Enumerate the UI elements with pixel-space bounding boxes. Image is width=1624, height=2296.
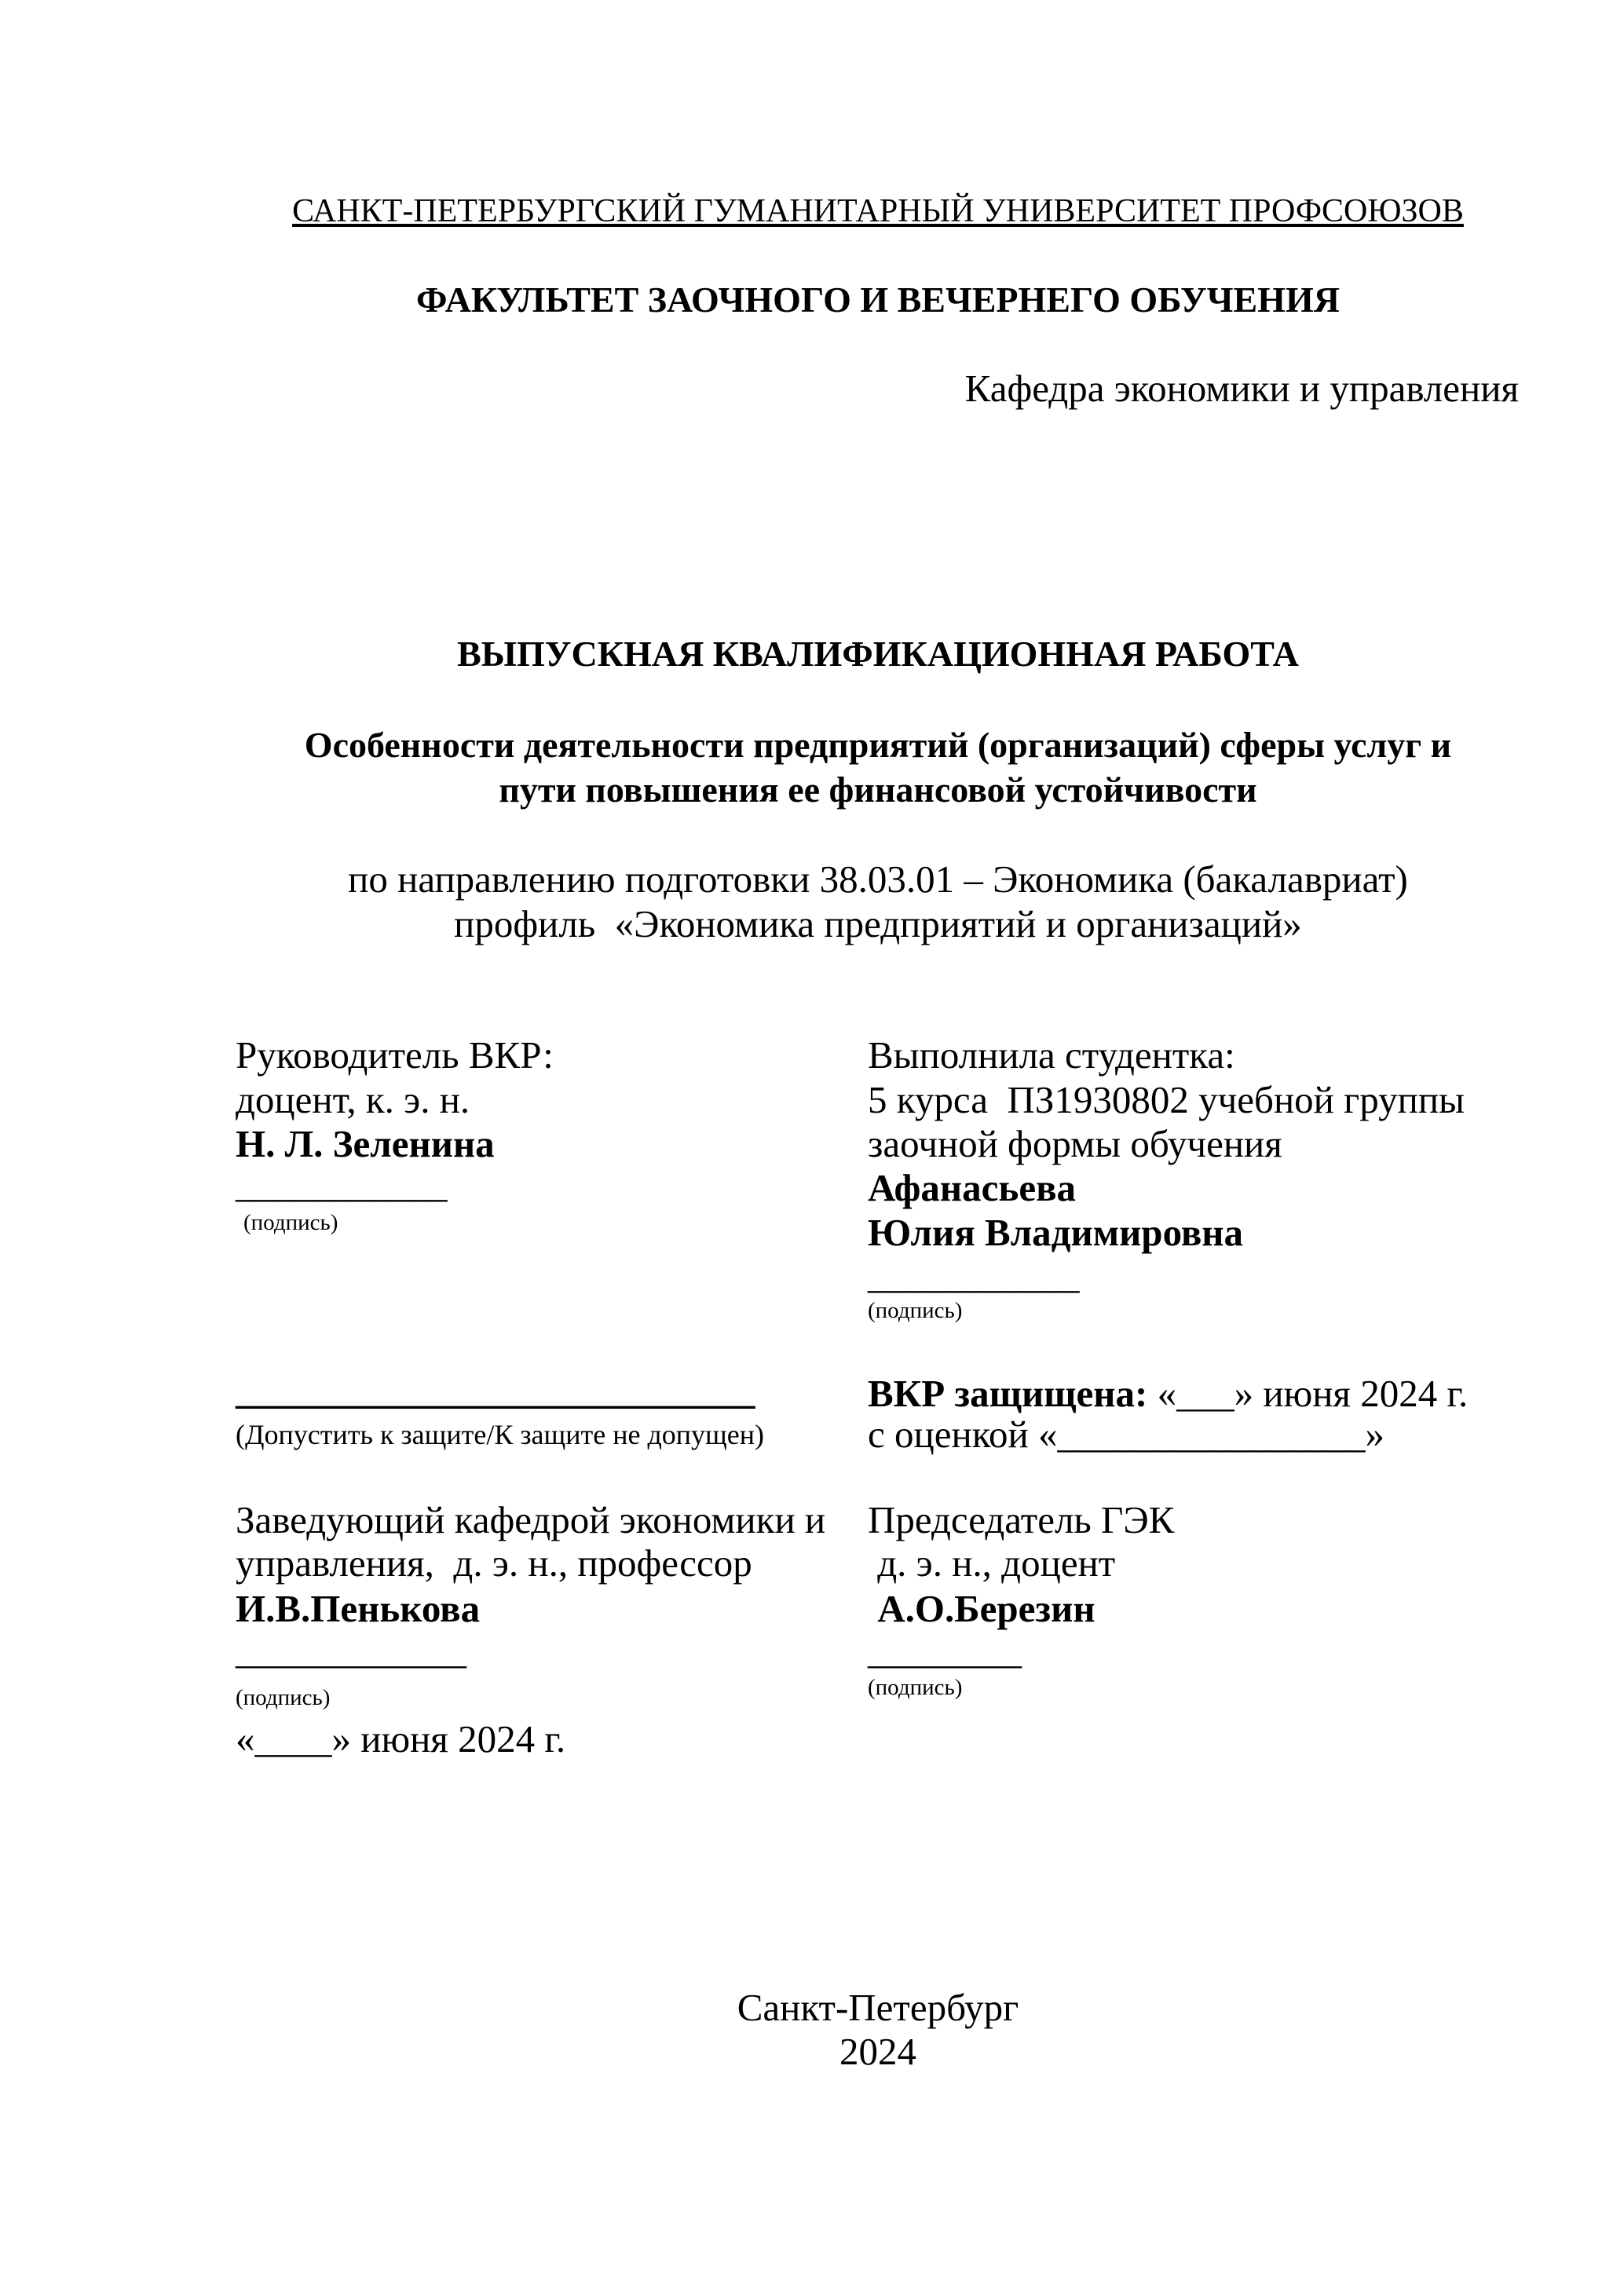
chair-signature-caption: (подпись) [868,1675,963,1700]
head-signature-caption: (подпись) [236,1685,331,1710]
university-name: САНКТ-ПЕТЕРБУРГСКИЙ ГУМАНИТАРНЫЙ УНИВЕРСИТЕТ ПРОФСОЮЗОВ [292,193,1464,229]
profile: профиль «Экономика предприятий и организаций» [454,902,1302,945]
year: 2024 [839,2030,916,2073]
defense-label: ВКР защищена: [868,1372,1148,1415]
supervisor-name: Н. Л. Зеленина [236,1122,495,1165]
department-name: Кафедра экономики и управления [964,367,1519,410]
defense-date [868,1372,1468,1416]
admission-line: ___________________________ [236,1369,755,1412]
student-signature-caption: (подпись) [868,1298,963,1323]
supervisor-signature-line: ___________ [236,1162,448,1205]
direction: по направлению подготовки 38.03.01 – Экономика (бакалавриат) [348,857,1408,901]
chair-title-1: Председатель ГЭК [868,1498,1175,1541]
defense-grade: с оценкой «________________» [868,1413,1384,1456]
head-date: «____» июня 2024 г. [236,1717,566,1760]
student-surname: Афанасьева [868,1166,1077,1209]
topic-line-2: пути повышения ее финансовой устойчивости [499,770,1257,810]
chair-signature-line: ________ [868,1629,1022,1672]
student-given-names: Юлия Владимировна [868,1211,1244,1254]
head-signature-line: ____________ [236,1629,466,1672]
defense-date-value: «___» июня 2024 г. [1147,1372,1469,1415]
admission-caption: (Допустить к защите/К защите не допущен) [236,1419,765,1450]
supervisor-degree: доцент, к. э. н. [236,1078,470,1121]
chair-name: А.О.Березин [868,1587,1095,1630]
supervisor-label: Руководитель ВКР: [236,1033,554,1077]
student-form: заочной формы обучения [868,1122,1282,1165]
work-type: ВЫПУСКНАЯ КВАЛИФИКАЦИОННАЯ РАБОТА [457,634,1299,674]
student-signature-line: ___________ [868,1253,1080,1296]
city: Санкт-Петербург [737,1986,1019,2029]
student-group: 5 курса ПЗ1930802 учебной группы [868,1078,1465,1121]
head-name: И.В.Пенькова [236,1587,481,1630]
chair-title-2: д. э. н., доцент [868,1541,1116,1585]
head-title-2: управления, д. э. н., профессор [236,1541,752,1585]
faculty-name: ФАКУЛЬТЕТ ЗАОЧНОГО И ВЕЧЕРНЕГО ОБУЧЕНИЯ [416,280,1340,320]
student-label: Выполнила студентка: [868,1033,1235,1077]
head-title-1: Заведующий кафедрой экономики и [236,1498,826,1541]
supervisor-signature-caption: (подпись) [243,1210,338,1235]
topic-line-1: Особенности деятельности предприятий (организаций) сферы услуг и [304,725,1452,765]
